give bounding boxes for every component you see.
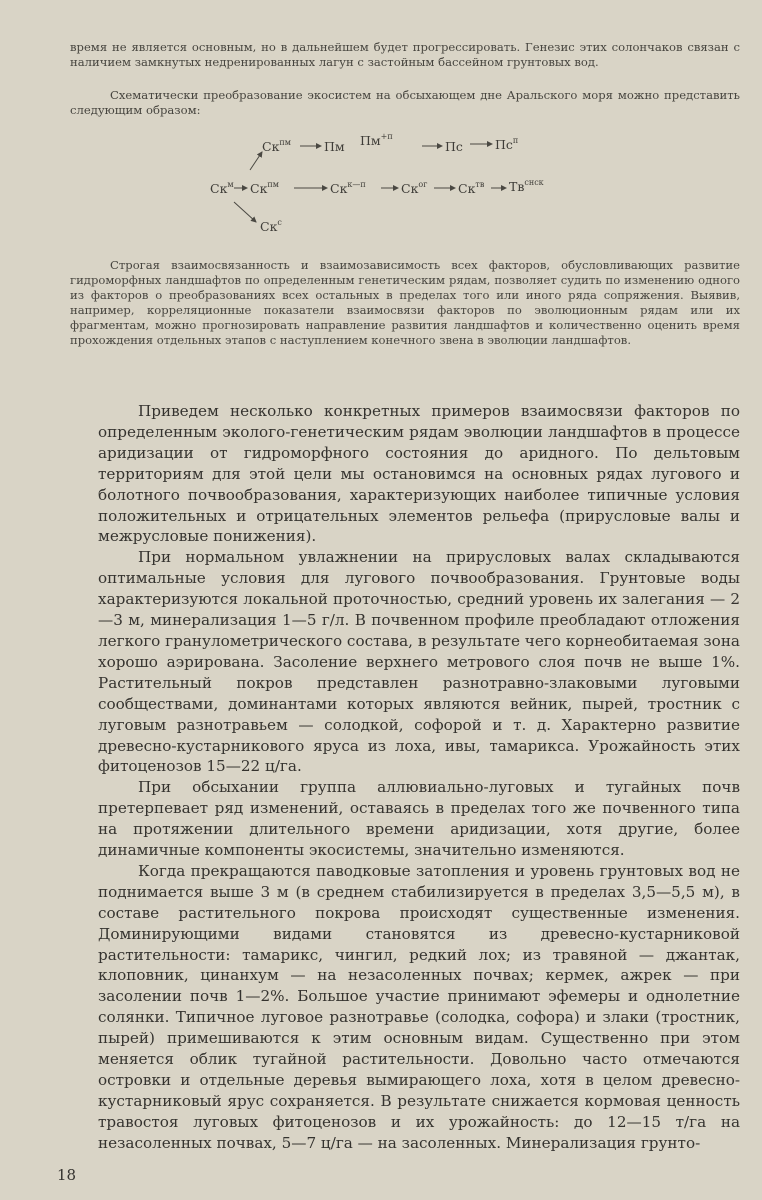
main-paragraph-1: Приведем несколько конкретных примеров взаимосвязи факторов по определенным эколого-генетическим рядам эволюции ландшафтов в процессе аридизации от гидроморфного состояния до аридного. По дельтовым территориям для этой цели мы остановимся на основных рядах лугового и болотного почвообразования, характеризующих наиболее типичные условия положительных и отрицательных элементов рельефа (прирусловые валы и межрусловые понижения). bbox=[98, 402, 740, 546]
scheme-intro: Схематически преобразование экосистем на обсыхающем дне Аральского моря можно представить следующим образом: bbox=[70, 88, 740, 117]
scheme-node-r1-2: Пм bbox=[324, 139, 345, 154]
main-paragraph-3: При обсыхании группа аллювиально-луговых и тугайных почв претерпевает ряд изменений, оставаясь в пределах того же почвенного типа на протяжении длительного времени аридизации, хотя другие, более динамичные компоненты экосистемы, значительно изменяются. bbox=[98, 778, 740, 860]
top-paragraph: время не является основным, но в дальнейшем будет прогрессировать. Генезис этих солончаков связан с наличием замкнутых недренированных лагун с застойным бассейном грунтовых вод. bbox=[70, 40, 740, 69]
main-paragraph-4: Когда прекращаются паводковые затопления и уровень грунтовых вод не поднимается выше 3 м (в среднем стабилизируется в пределах 3,5—5,5 м), в составе растительного покрова происходят существенные изменения. Доминирующими видами становятся из древесно-кустарниковой растительности: тамарикс, чингил, редкий лох; из травяной — джантак, клоповник, цинанхум — на незасоленных почвах; кермек, ажрек — при засолении почв 1—2%. Большое участие принимают эфемеры и однолетние солянки. Типичное луговое разнотравье (солодка, софора) и злаки (тростник, пырей) примешиваются к этим основным видам. Существенно при этом меняется облик тугайной растительности. Довольно часто отмечаются островки и отдельные деревья вымирающего лоха, хотя в целом древесно-кустарниковый ярус сохраняется. В результате снижается кормовая ценность травостоя луговых фитоценозов и их урожайность: до 12—15 т/га на незасоленных почвах, 5—7 ц/га — на засоленных. Минерализация грунто- bbox=[98, 861, 740, 1152]
scheme-node-r1-3: $Пм^{+п}$ bbox=[360, 132, 393, 148]
page-number: 18 bbox=[57, 1166, 77, 1184]
scheme-node-r2-3: $Ск^{к—п}$ bbox=[330, 180, 366, 196]
scheme-node-r1-1: $Ск^{пм}$ bbox=[262, 138, 291, 154]
conclusion-paragraph: Строгая взаимосвязанность и взаимозависимость всех факторов, обусловливающих развитие гидроморфных ландшафтов по определенным генетическим рядам, позволяет судить по изменению одного из факторов о преобразованиях всех остальных в пределах того или иного ряда сопряжения. Выявив, например, корреляционные показатели взаимосвязи факторов по эволюционным рядам или их фрагментам, можно прогнозировать направление развития ландшафтов и количественно оценить время прохождения отдельных этапов с наступлением конечного звена в эволюции ландшафтов. bbox=[70, 258, 740, 347]
scheme-node-r1-5: $Пс^п$ bbox=[495, 136, 519, 152]
scheme-node-r2-4: $Ск^{ог}$ bbox=[401, 180, 428, 196]
main-text bbox=[98, 401, 740, 1154]
conclusion-block bbox=[70, 258, 740, 347]
arrow-up-branch bbox=[250, 152, 262, 170]
scheme-node-r2-1: $Ск^м$ bbox=[210, 180, 234, 196]
evolution-scheme bbox=[200, 130, 580, 240]
scheme-node-r2-6: $Тв^{снск}$ bbox=[509, 178, 544, 194]
arrow-down-branch bbox=[234, 202, 256, 222]
scheme-intro-block bbox=[70, 88, 740, 118]
main-paragraph-2: При нормальном увлажнении на прирусловых валах складываются оптимальные условия для лугового почвообразования. Грунтовые воды характеризуются локальной проточностью, средний уровень их залегания — 2—3 м, минерализация 1—5 г/л. В почвенном профиле преобладают отложения легкого гранулометрического состава, в результате чего корнеобитаемая зона хорошо аэрирована. Засоление верхнего метрового слоя почв не выше 1%. Растительный покров представлен разнотравно-злаковыми луговыми сообществами, доминантами которых являются вейник, пырей, тростник с луговым разнотравьем — солодкой, софорой и т. д. Характерно развитие древесно-кустарникового яруса из лоха, ивы, тамарикса. Урожайность этих фитоценозов 15—22 ц/га. bbox=[98, 548, 740, 776]
scheme-node-r3-1: $Ск^с$ bbox=[260, 218, 282, 234]
top-paragraph-block bbox=[70, 40, 740, 70]
scheme-node-r2-5: $Ск^{тв}$ bbox=[458, 180, 485, 196]
scheme-node-r2-2: $Ск^{пм}$ bbox=[250, 180, 279, 196]
scheme-node-r1-4: Пс bbox=[445, 139, 463, 154]
